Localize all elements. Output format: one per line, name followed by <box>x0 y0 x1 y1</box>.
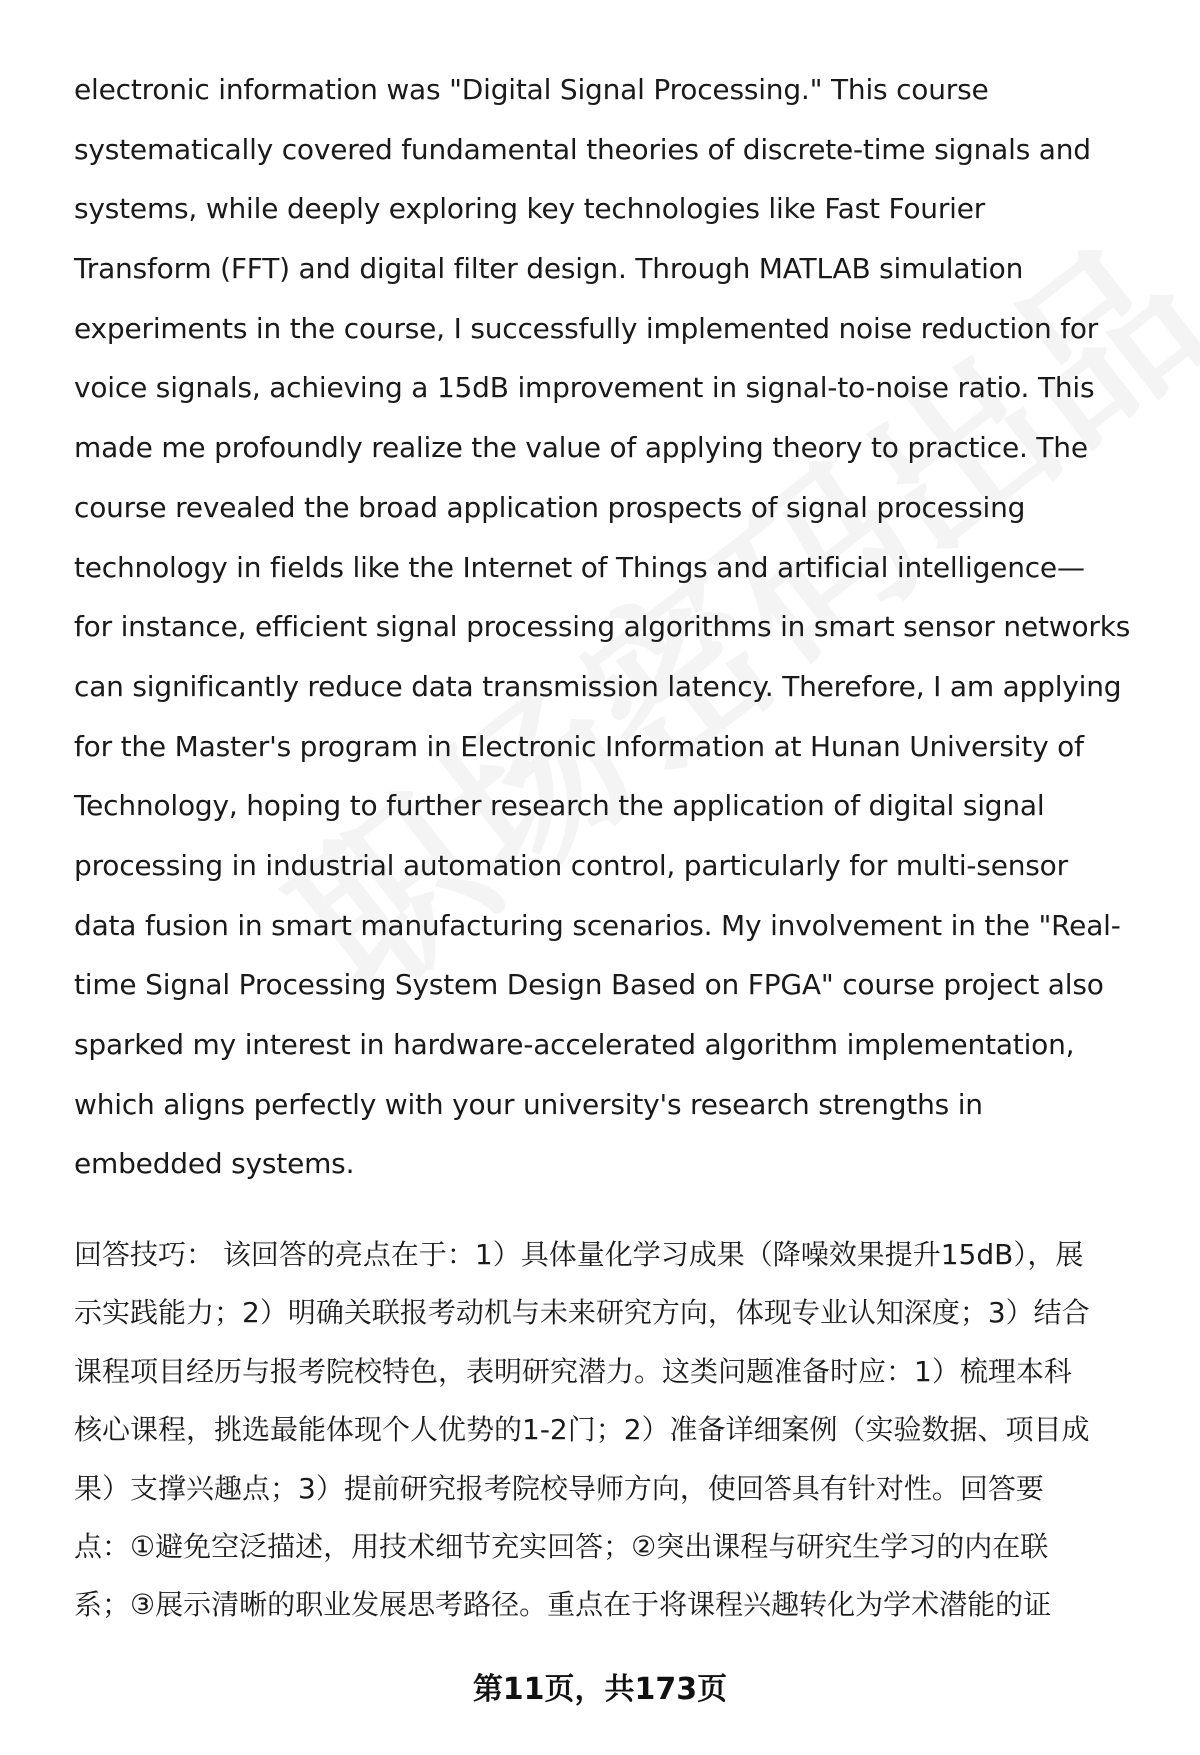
answer-line: time Signal Processing System Design Based on FPGA" course project also <box>74 968 1104 1002</box>
tips-line: 系；③展示清晰的职业发展思考路径。重点在于将课程兴趣转化为学术潜能的证 <box>74 1588 1052 1622</box>
answer-paragraph <box>74 60 1156 1194</box>
answer-line: which aligns perfectly with your university's research strengths in <box>74 1087 983 1121</box>
tips-line: 示实践能力；2）明确关联报考动机与未来研究方向，体现专业认知深度；3）结合 <box>74 1296 1090 1330</box>
answer-line: embedded systems. <box>74 1147 355 1181</box>
answer-line: voice signals, achieving a 15dB improvement in signal-to-noise ratio. This <box>74 371 1095 405</box>
answer-line: experiments in the course, I successfully implemented noise reduction for <box>74 311 1099 345</box>
answer-line: made me profoundly realize the value of applying theory to practice. The <box>74 431 1088 465</box>
answer-line: technology in fields like the Internet of Things and artificial intelligence— <box>74 550 1085 584</box>
tips-line: 果）支撑兴趣点；3）提前研究报考院校导师方向，使回答具有针对性。回答要 <box>74 1471 1044 1505</box>
answer-line: systems, while deeply exploring key technologies like Fast Fourier <box>74 192 986 226</box>
answer-line: Transform (FFT) and digital filter design. Through MATLAB simulation <box>74 252 1024 286</box>
tips-line: 点：①避免空泛描述，用技术细节充实回答；②突出课程与研究生学习的内在联 <box>74 1529 1049 1563</box>
answer-line: Technology, hoping to further research the application of digital signal <box>74 789 1045 823</box>
answer-tips-paragraph <box>74 1226 1156 1635</box>
tips-line: 回答技巧： 该回答的亮点在于：1）具体量化学习成果（降噪效果提升15dB），展 <box>74 1238 1084 1271</box>
answer-line: data fusion in smart manufacturing scenarios. My involvement in the "Real- <box>74 908 1121 942</box>
answer-line: processing in industrial automation control, particularly for multi-sensor <box>74 848 1068 882</box>
page-number: 第11页，共173页 <box>472 1672 728 1707</box>
tips-line: 核心课程，挑选最能体现个人优势的1-2门；2）准备详细案例（实验数据、项目成 <box>74 1413 1090 1447</box>
answer-line: sparked my interest in hardware-accelerated algorithm implementation, <box>74 1028 1075 1061</box>
answer-line: for the Master's program in Electronic Information at Hunan University of <box>74 729 1084 763</box>
answer-line: can significantly reduce data transmission latency. Therefore, I am applying <box>74 669 1122 703</box>
tips-line: 课程项目经历与报考院校特色，表明研究潜力。这类问题准备时应：1）梳理本科 <box>74 1354 1072 1388</box>
answer-line: for instance, efficient signal processing algorithms in smart sensor networks <box>74 610 1131 644</box>
answer-line: systematically covered fundamental theories of discrete-time signals and <box>74 132 1091 166</box>
answer-line: electronic information was "Digital Signal Processing." This course <box>74 73 989 106</box>
answer-line: course revealed the broad application prospects of signal processing <box>74 490 1026 524</box>
